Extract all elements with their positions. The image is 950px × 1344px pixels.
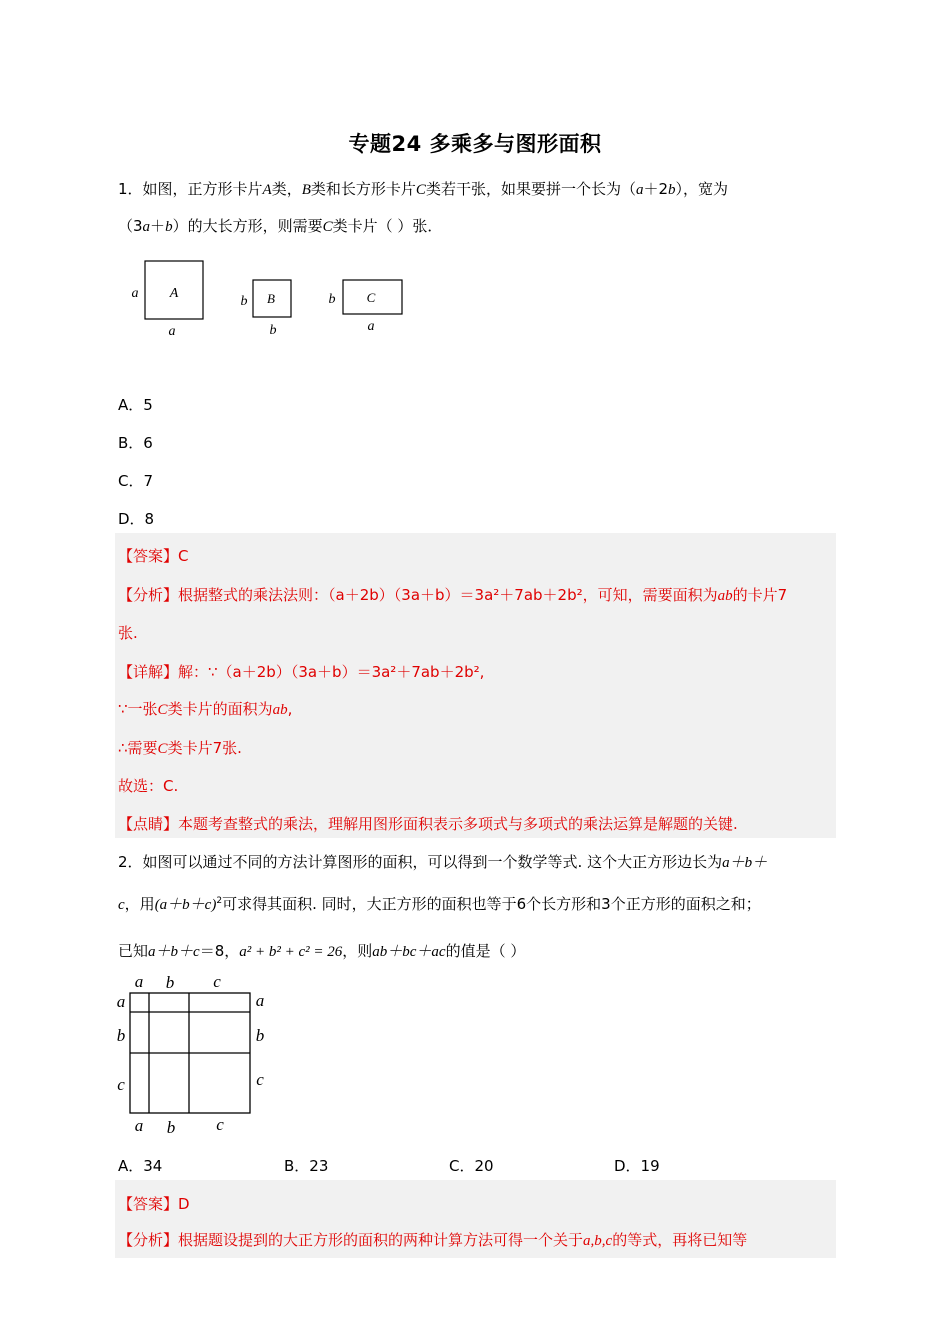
right-label-a: a [255,991,265,1010]
q1-analysis-line1: 【分析】根据整式的乘法法则：（a＋2b）（3a＋b）＝3a²＋7ab＋2b²，可知，需要面积为ab的卡片7 [118,586,788,604]
card-c-side-left: b [328,292,336,307]
q1-comment: 【点睛】本题考查整式的乘法，理解用图形面积表示多项式与多项式的乘法运算是解题的关键. [118,815,738,833]
left-label-b: b [116,1026,126,1045]
q2-option-a: A．34 [118,1157,163,1175]
q1-option-b: B．6 [118,434,153,452]
left-label-c: c [117,1075,125,1094]
card-c-label: C [366,290,376,305]
q1-solution-box [115,533,836,838]
bottom-label-c: c [216,1115,224,1134]
q1-detail-line3: ∴需要C类卡片7张. [118,739,242,757]
q2-option-d: D．19 [614,1157,660,1175]
q2-option-c: C．20 [449,1157,494,1175]
q2-option-b: B．23 [284,1157,329,1175]
q1-stem-line1: 1．如图，正方形卡片A类，B类和长方形卡片C类若干张，如果要拼一个长为（a＋2b），宽为 [118,180,729,198]
q1-detail-line1: 【详解】解：∵（a＋2b）（3a＋b）＝3a²＋7ab＋2b², [118,663,485,681]
right-label-b: b [255,1026,265,1045]
q1-analysis-line2: 张. [118,624,138,642]
bottom-label-b: b [166,1118,176,1137]
top-label-a: a [134,972,144,991]
card-b-side-left: b [240,294,248,309]
bottom-label-a: a [134,1116,144,1135]
q1-option-d: D．8 [118,510,155,528]
right-label-c: c [256,1070,264,1089]
card-b-label: B [267,291,275,306]
q2-stem-line1: 2．如图可以通过不同的方法计算图形的面积，可以得到一个数学等式. 这个大正方形边长为a＋b＋ [118,853,768,871]
card-a-side-left: a [131,286,139,301]
q1-option-c: C．7 [118,472,154,490]
q1-detail-line2: ∵一张C类卡片的面积为ab, [118,700,293,718]
q2-square-figure [110,968,280,1140]
q1-answer: 【答案】C [118,547,189,565]
q1-option-a: A．5 [118,396,153,414]
q2-stem-line2: c，用$(a+b+c)^2$可求得其面积. 同时，大正方形的面积也等于6个长方形和3个正方形的面积之和； [118,895,761,913]
top-label-c: c [213,972,221,991]
card-b-side-bottom: b [269,323,277,338]
left-label-a: a [116,992,126,1011]
card-a-side-bottom: a [168,324,176,339]
q1-detail-line4: 故选：C. [118,777,179,795]
q2-analysis-line1: 【分析】根据题设提到的大正方形的面积的两种计算方法可得一个关于a,b,c的等式，再将已知等 [118,1231,748,1249]
top-label-b: b [165,973,175,992]
page-title: 专题24 多乘多与图形面积 [348,132,602,156]
q2-answer: 【答案】D [118,1195,190,1213]
card-c-side-bottom: a [367,319,375,334]
q2-stem-line3: 已知a＋b＋c＝8，a² + b² + c² = 26，则ab＋bc＋ac的值是（ ） [118,942,526,960]
card-a-label: A [169,286,179,301]
q1-cards-figure [125,255,415,345]
q1-stem-line2: （3a＋b）的大长方形，则需要C类卡片（ ）张． [118,217,443,235]
